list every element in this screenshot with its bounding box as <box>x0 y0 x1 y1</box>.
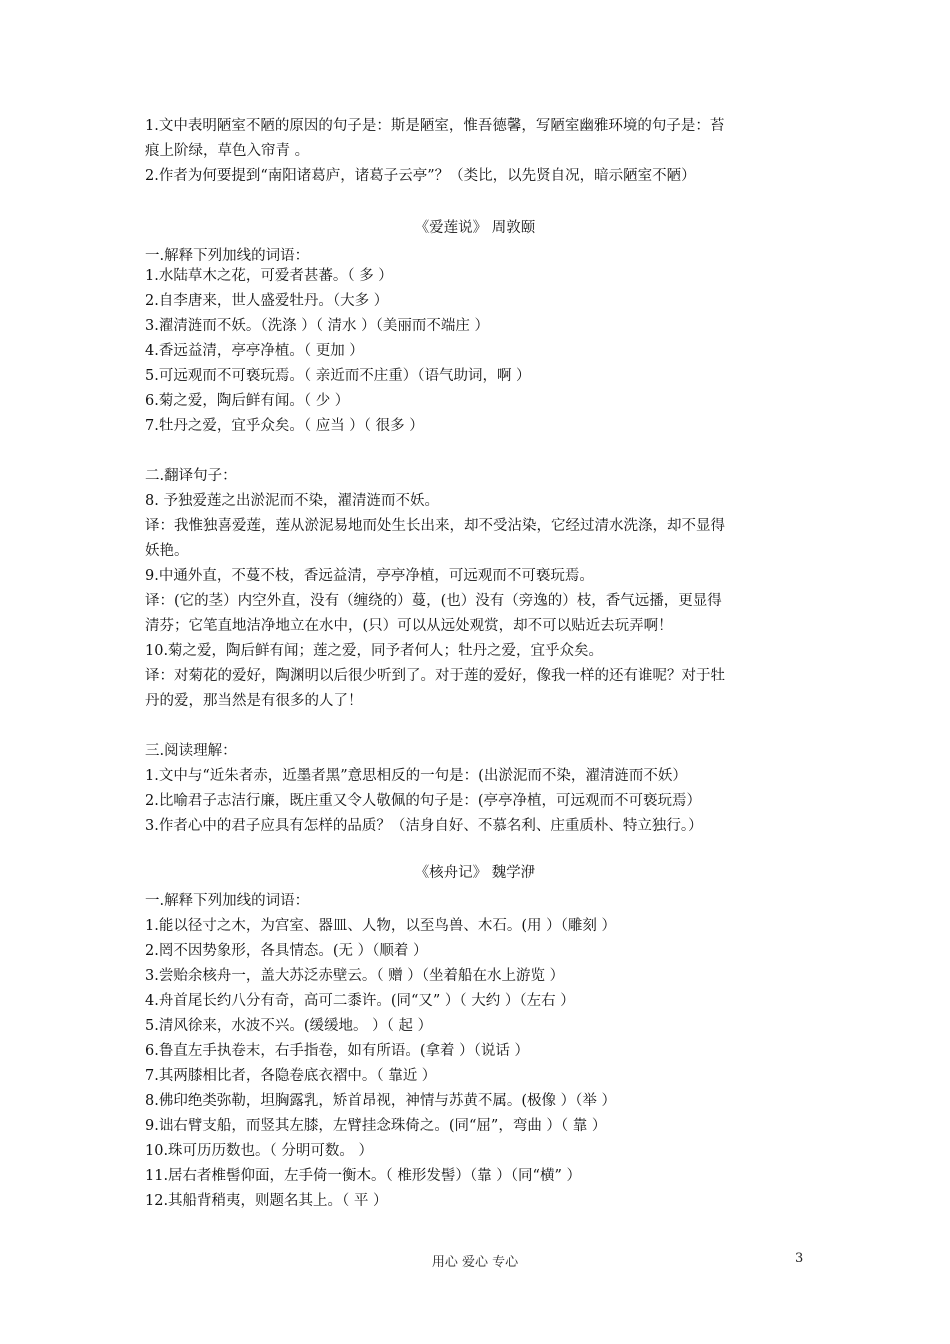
text-line: 三.阅读理解： <box>145 743 237 759</box>
text-line: 1.文中表明陋室不陋的原因的句子是：斯是陋室，惟吾德馨，写陋室幽雅环境的句子是：苔 <box>145 118 725 134</box>
text-line: 2.作者为何要提到“南阳诸葛庐，诸葛子云亭”？（类比，以先贤自况，暗示陋室不陋） <box>145 168 696 184</box>
text-line: 3.作者心中的君子应具有怎样的品质？（洁身自好、不慕名利、庄重质朴、特立独行。） <box>145 818 703 834</box>
text-line: 9.中通外直，不蔓不枝，香远益清，亭亭净植，可远观而不可亵玩焉。 <box>145 568 594 584</box>
text-line: 丹的爱，那当然是有很多的人了！ <box>145 693 363 709</box>
text-line: 6.鲁直左手执卷末，右手指卷，如有所语。(拿着 ）（说话 ） <box>145 1043 529 1059</box>
text-line: 1.能以径寸之木，为宫室、器皿、人物，以至鸟兽、木石。(用 ）（雕刻 ） <box>145 918 616 934</box>
text-line: 4.舟首尾长约八分有奇，高可二黍许。(同“又” ）（ 大约 ）（左右 ） <box>145 993 575 1009</box>
text-line: 10.珠可历历数也。（ 分明可数。 ） <box>145 1143 374 1159</box>
text-line: 痕上阶绿，草色入帘青 。 <box>145 143 310 159</box>
text-line: 2.罔不因势象形，各具情态。(无 ）（顺着 ） <box>145 943 428 959</box>
text-line: 1.文中与“近朱者赤，近墨者黑”意思相反的一句是：(出淤泥而不染，濯清涟而不妖） <box>145 768 687 784</box>
text-line: 二.翻译句子： <box>145 468 237 484</box>
text-line: 4.香远益清，亭亭净植。（ 更加 ） <box>145 343 364 359</box>
text-line: 9.诎右臂支船，而竖其左膝，左臂挂念珠倚之。(同“屈”，弯曲 ）（ 靠 ） <box>145 1118 607 1134</box>
text-line: 8. 予独爱莲之出淤泥而不染，濯清涟而不妖。 <box>145 493 439 509</box>
text-line: 译：(它的茎）内空外直，没有（缠绕的）蔓，(也）没有（旁逸的）枝，香气远播，更显得 <box>145 593 722 609</box>
text-line: 2.自李唐来，世人盛爱牡丹。（大多 ） <box>145 293 389 309</box>
text-line: 1.水陆草木之花，可爱者甚蕃。（ 多 ） <box>145 268 393 284</box>
text-line: 一.解释下列加线的词语： <box>145 248 310 264</box>
text-line: 7.其两膝相比者，各隐卷底衣褶中。（ 靠近 ） <box>145 1068 437 1084</box>
text-line: 译：对菊花的爱好，陶渊明以后很少听到了。对于莲的爱好，像我一样的还有谁呢？对于牡 <box>145 668 725 684</box>
page-footer: 用心 爱心 专心 <box>431 1255 519 1270</box>
text-line: 7.牡丹之爱，宜乎众矣。（ 应当 ）（ 很多 ） <box>145 418 424 434</box>
text-line: 10.菊之爱，陶后鲜有闻；莲之爱，同予者何人；牡丹之爱，宜乎众矣。 <box>145 643 604 659</box>
text-line: 清芬；它笔直地洁净地立在水中，(只）可以从远处观赏，却不可以贴近去玩弄啊！ <box>145 618 673 634</box>
text-line: 2.比喻君子志洁行廉，既庄重又令人敬佩的句子是：(亭亭净植，可远观而不可亵玩焉） <box>145 793 701 809</box>
text-line: 妖艳。 <box>145 543 189 559</box>
section-title: 《核舟记》 魏学洢 <box>414 865 536 881</box>
text-line: 12.其船背稍夷，则题名其上。（ 平 ） <box>145 1193 388 1209</box>
section-title: 《爱莲说》 周敦颐 <box>414 220 536 236</box>
text-line: 3.濯清涟而不妖。（洗涤 ）（ 清水 ）（美丽而不端庄 ） <box>145 318 490 334</box>
text-line: 11.居右者椎髻仰面，左手倚一衡木。（ 椎形发髻）（靠 ）（同“横” ） <box>145 1168 581 1184</box>
text-line: 6.菊之爱，陶后鲜有闻。（ 少 ） <box>145 393 350 409</box>
page-number: 3 <box>795 1251 804 1266</box>
text-line: 3.尝贻余核舟一，盖大苏泛赤壁云。（ 赠 ）（坐着船在水上游览 ） <box>145 968 565 984</box>
text-line: 5.可远观而不可亵玩焉。（ 亲近而不庄重）（语气助词，啊 ） <box>145 368 531 384</box>
text-line: 一.解释下列加线的词语： <box>145 893 310 909</box>
text-line: 译：我惟独喜爱莲，莲从淤泥易地而处生长出来，却不受沾染，它经过清水洗涤，却不显得 <box>145 518 725 534</box>
text-line: 8.佛印绝类弥勒，坦胸露乳，矫首昂视，神情与苏黄不属。(极像 ）（举 ） <box>145 1093 616 1109</box>
text-line: 5.清风徐来，水波不兴。(缓缓地。 ）（ 起 ） <box>145 1018 433 1034</box>
